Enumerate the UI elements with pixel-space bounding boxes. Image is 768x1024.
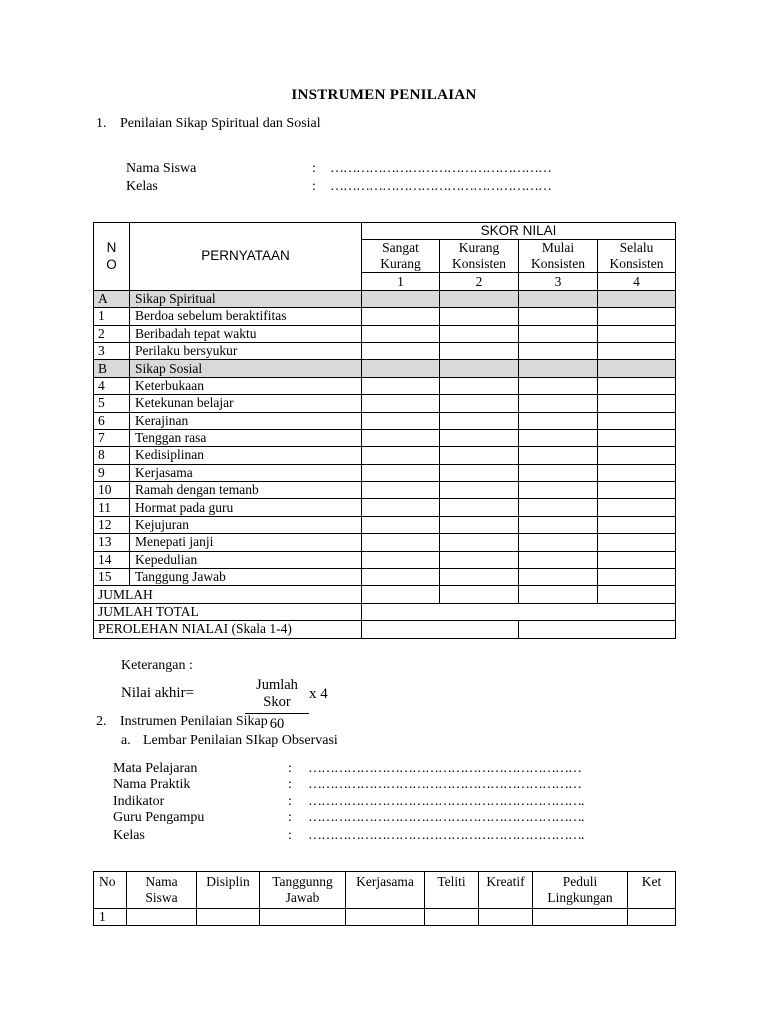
table-row <box>94 395 676 412</box>
field-label: Indikator <box>113 794 165 809</box>
statement-cell: Ramah dengan temanb <box>130 482 362 499</box>
attitude-score-table <box>93 222 676 639</box>
score-cell[interactable] <box>519 377 598 394</box>
score-cell[interactable] <box>440 342 519 359</box>
observation-cell[interactable] <box>533 909 628 926</box>
statement-cell: Perilaku bersyukur <box>130 342 362 359</box>
score-cell[interactable] <box>598 395 676 412</box>
score-cell[interactable] <box>598 464 676 481</box>
score-cell[interactable] <box>440 534 519 551</box>
observation-cell[interactable] <box>628 909 676 926</box>
score-cell[interactable] <box>440 447 519 464</box>
statement-cell: Kedisiplinan <box>130 447 362 464</box>
field-label: Guru Pengampu <box>113 810 205 825</box>
table-row <box>94 290 676 307</box>
score-cell[interactable] <box>440 569 519 586</box>
score-cell[interactable] <box>519 551 598 568</box>
section2-sub-letter: a. <box>121 733 131 748</box>
score-cell[interactable] <box>519 290 598 307</box>
score-cell[interactable] <box>598 516 676 533</box>
row-number: 2 <box>94 325 130 342</box>
section1-number: 1. <box>96 116 107 131</box>
statement-cell: Sikap Spiritual <box>130 290 362 307</box>
table-row <box>94 482 676 499</box>
statement-cell: Berdoa sebelum beraktifitas <box>130 308 362 325</box>
score-cell[interactable] <box>519 360 598 377</box>
field-colon: : <box>288 828 292 843</box>
score-cell[interactable] <box>598 499 676 516</box>
score-cell[interactable] <box>362 499 440 516</box>
jumlah-cell[interactable] <box>519 586 598 603</box>
observation-cell[interactable] <box>197 909 260 926</box>
column-header: Kreatif <box>479 872 533 909</box>
observation-cell[interactable] <box>425 909 479 926</box>
score-cell[interactable] <box>440 429 519 446</box>
row-number: B <box>94 360 130 377</box>
field-colon: : <box>288 761 292 776</box>
statement-cell: Hormat pada guru <box>130 499 362 516</box>
table-row <box>94 551 676 568</box>
score-cell[interactable] <box>440 499 519 516</box>
score-col-number: 4 <box>598 273 676 290</box>
table-row <box>94 447 676 464</box>
keterangan-label: Keterangan : <box>121 658 193 673</box>
table-header-row <box>94 872 676 909</box>
field-dots-kelas[interactable]: …………………………………………… <box>330 179 551 194</box>
score-cell[interactable] <box>362 412 440 429</box>
table-row <box>94 464 676 481</box>
observation-cell[interactable] <box>260 909 346 926</box>
score-cell[interactable] <box>519 395 598 412</box>
column-header: Peduli Lingkungan <box>533 872 628 909</box>
field-dots[interactable]: ……………………………………………………… <box>308 777 581 792</box>
table-row <box>94 342 676 359</box>
score-cell[interactable] <box>440 290 519 307</box>
statement-cell: Kejujuran <box>130 516 362 533</box>
column-header: Disiplin <box>197 872 260 909</box>
score-cell[interactable] <box>362 569 440 586</box>
table-row <box>94 909 676 926</box>
perolehan-cell[interactable] <box>362 621 519 638</box>
score-cell[interactable] <box>362 447 440 464</box>
field-dots[interactable]: ………………………………………………………. <box>308 794 584 809</box>
score-cell[interactable] <box>362 325 440 342</box>
score-cell[interactable] <box>362 377 440 394</box>
field-dots[interactable]: ………………………………………………………. <box>308 810 584 825</box>
statement-cell: Menepati janji <box>130 534 362 551</box>
section2-sub-heading: Lembar Penilaian SIkap Observasi <box>143 733 338 748</box>
score-cell[interactable] <box>519 429 598 446</box>
table-row <box>94 377 676 394</box>
table-row <box>94 586 676 603</box>
score-cell[interactable] <box>519 342 598 359</box>
score-cell[interactable] <box>598 569 676 586</box>
row-number: 9 <box>94 464 130 481</box>
row-number: 11 <box>94 499 130 516</box>
score-cell[interactable] <box>598 342 676 359</box>
field-dots[interactable]: ……………………………………………………… <box>308 761 581 776</box>
row-number: 6 <box>94 412 130 429</box>
field-dots[interactable]: ………………………………………………………. <box>308 828 584 843</box>
field-colon: : <box>312 161 316 176</box>
score-cell[interactable] <box>598 377 676 394</box>
statement-cell: Tanggung Jawab <box>130 569 362 586</box>
table-row <box>94 308 676 325</box>
score-cell[interactable] <box>598 290 676 307</box>
observation-cell[interactable] <box>479 909 533 926</box>
table-row <box>94 621 676 638</box>
section1-heading: Penilaian Sikap Spiritual dan Sosial <box>120 116 321 131</box>
statement-cell: Kerajinan <box>130 412 362 429</box>
score-cell[interactable] <box>362 482 440 499</box>
score-cell[interactable] <box>440 482 519 499</box>
formula-numerator: Jumlah Skor <box>245 677 309 714</box>
score-cell[interactable] <box>519 482 598 499</box>
score-cell[interactable] <box>598 360 676 377</box>
formula-lhs: Nilai akhir= <box>121 685 195 701</box>
score-cell[interactable] <box>519 464 598 481</box>
row-number: 12 <box>94 516 130 533</box>
score-cell[interactable] <box>598 429 676 446</box>
score-cell[interactable] <box>598 308 676 325</box>
score-col-number: 3 <box>519 273 598 290</box>
table-row <box>94 412 676 429</box>
score-cell[interactable] <box>440 325 519 342</box>
field-dots-nama-siswa[interactable]: …………………………………………… <box>330 161 551 176</box>
score-cell[interactable] <box>598 551 676 568</box>
row-number: 13 <box>94 534 130 551</box>
score-cell[interactable] <box>598 447 676 464</box>
jumlah-cell[interactable] <box>440 586 519 603</box>
formula-denominator: 60 <box>269 716 285 732</box>
score-cell[interactable] <box>519 569 598 586</box>
no-header: N O <box>94 223 130 291</box>
column-header: No <box>94 872 127 909</box>
table-row <box>94 569 676 586</box>
observation-cell[interactable] <box>346 909 425 926</box>
jumlah-cell[interactable] <box>362 586 440 603</box>
section2-heading: Instrumen Penilaian Sikap <box>120 714 268 729</box>
score-cell[interactable] <box>598 325 676 342</box>
row-number: 1 <box>94 308 130 325</box>
score-cell[interactable] <box>362 516 440 533</box>
column-header: Nama Siswa <box>127 872 197 909</box>
score-cell[interactable] <box>519 308 598 325</box>
formula-multiplier: x 4 <box>309 686 328 702</box>
score-cell[interactable] <box>362 429 440 446</box>
table-row <box>94 499 676 516</box>
score-cell[interactable] <box>362 290 440 307</box>
score-cell[interactable] <box>519 325 598 342</box>
row-number: 8 <box>94 447 130 464</box>
score-cell[interactable] <box>519 447 598 464</box>
statement-cell: Sikap Sosial <box>130 360 362 377</box>
score-cell[interactable] <box>362 360 440 377</box>
row-number: 14 <box>94 551 130 568</box>
field-colon: : <box>288 810 292 825</box>
table-row <box>94 516 676 533</box>
jumlah-total-cell[interactable] <box>362 603 676 620</box>
table-row <box>94 429 676 446</box>
jumlah-label: JUMLAH <box>94 586 362 603</box>
document-title: INSTRUMEN PENILAIAN <box>291 87 477 103</box>
field-label: Nama Praktik <box>113 777 191 792</box>
field-label: Mata Pelajaran <box>113 761 198 776</box>
section2-number: 2. <box>96 714 107 729</box>
score-col-header: Sangat Kurang <box>362 240 440 273</box>
row-number: 15 <box>94 569 130 586</box>
score-cell[interactable] <box>440 516 519 533</box>
field-colon: : <box>288 794 292 809</box>
statement-cell: Ketekunan belajar <box>130 395 362 412</box>
score-cell[interactable] <box>362 464 440 481</box>
score-cell[interactable] <box>362 534 440 551</box>
score-cell[interactable] <box>440 360 519 377</box>
perolehan-label: PEROLEHAN NIALAI (Skala 1-4) <box>94 621 362 638</box>
score-cell[interactable] <box>440 395 519 412</box>
score-col-header: Selalu Konsisten <box>598 240 676 273</box>
column-header: Ket <box>628 872 676 909</box>
score-col-number: 2 <box>440 273 519 290</box>
score-cell[interactable] <box>362 342 440 359</box>
statement-cell: Beribadah tepat waktu <box>130 325 362 342</box>
row-number: 7 <box>94 429 130 446</box>
score-cell[interactable] <box>598 534 676 551</box>
column-header: Kerjasama <box>346 872 425 909</box>
score-cell[interactable] <box>519 499 598 516</box>
score-cell[interactable] <box>440 308 519 325</box>
score-cell[interactable] <box>362 395 440 412</box>
score-header: SKOR NILAI <box>362 223 676 240</box>
row-number: 5 <box>94 395 130 412</box>
score-cell[interactable] <box>440 412 519 429</box>
field-colon: : <box>288 777 292 792</box>
row-number: 4 <box>94 377 130 394</box>
field-label-kelas: Kelas <box>126 179 158 194</box>
score-col-number: 1 <box>362 273 440 290</box>
score-cell[interactable] <box>440 464 519 481</box>
score-cell[interactable] <box>519 516 598 533</box>
field-colon: : <box>312 179 316 194</box>
table-row <box>94 360 676 377</box>
observation-cell[interactable] <box>127 909 197 926</box>
field-label-nama-siswa: Nama Siswa <box>126 161 197 176</box>
statement-header: PERNYATAAN <box>130 223 362 291</box>
score-cell[interactable] <box>598 412 676 429</box>
jumlah-total-label: JUMLAH TOTAL <box>94 603 362 620</box>
row-number: 10 <box>94 482 130 499</box>
row-number: 1 <box>94 909 127 926</box>
statement-cell: Kerjasama <box>130 464 362 481</box>
table-row <box>94 325 676 342</box>
statement-cell: Kepedulian <box>130 551 362 568</box>
score-col-header: Mulai Konsisten <box>519 240 598 273</box>
row-number: 3 <box>94 342 130 359</box>
score-col-header: Kurang Konsisten <box>440 240 519 273</box>
jumlah-cell[interactable] <box>598 586 676 603</box>
column-header: Teliti <box>425 872 479 909</box>
column-header: Tanggunng Jawab <box>260 872 346 909</box>
observation-table <box>93 871 676 926</box>
perolehan-cell[interactable] <box>519 621 676 638</box>
statement-cell: Tenggan rasa <box>130 429 362 446</box>
score-cell[interactable] <box>598 482 676 499</box>
table-row <box>94 534 676 551</box>
row-number: A <box>94 290 130 307</box>
score-cell[interactable] <box>440 377 519 394</box>
field-label: Kelas <box>113 828 145 843</box>
score-cell[interactable] <box>519 534 598 551</box>
statement-cell: Keterbukaan <box>130 377 362 394</box>
score-cell[interactable] <box>440 551 519 568</box>
table-row <box>94 603 676 620</box>
score-cell[interactable] <box>519 412 598 429</box>
score-cell[interactable] <box>362 551 440 568</box>
score-cell[interactable] <box>362 308 440 325</box>
